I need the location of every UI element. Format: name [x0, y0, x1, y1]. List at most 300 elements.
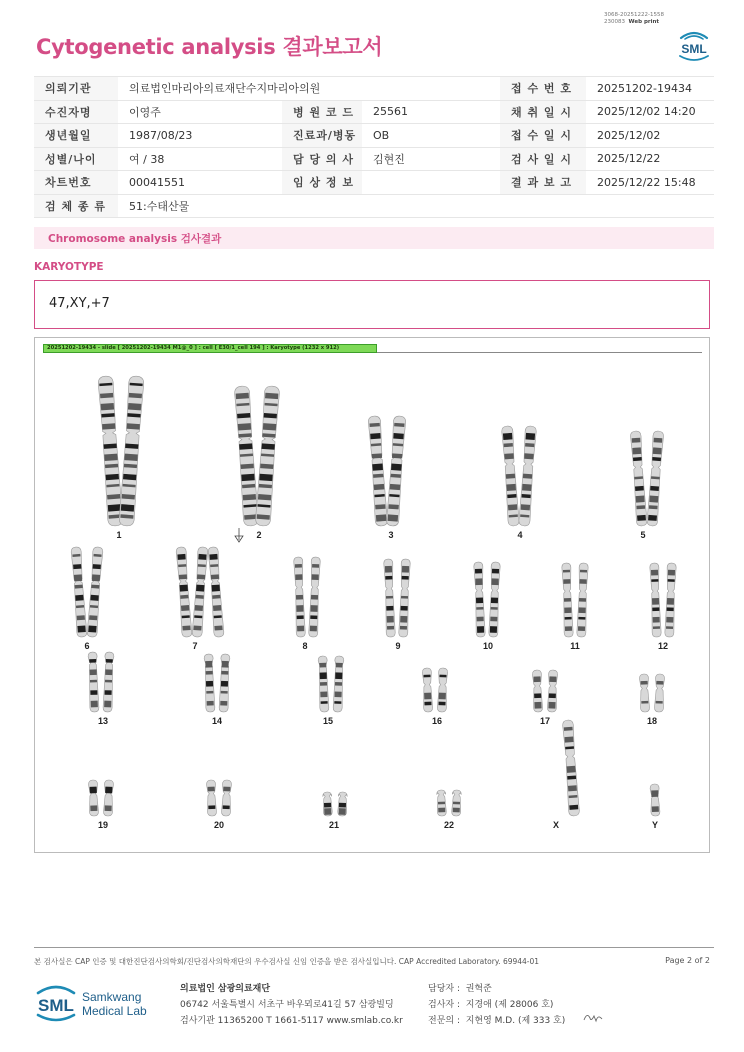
chromosome-band: [567, 766, 576, 773]
chromosome-band: [549, 693, 556, 698]
chromosome-band: [438, 702, 445, 706]
chromosome-band: [88, 625, 96, 632]
chromosome-number-label: 6: [84, 641, 90, 651]
lab-contact: 검사기관 11365200 T 1661-5117 www.smlab.co.kr: [180, 1016, 403, 1026]
chromosome-band: [321, 701, 328, 704]
chromosome-band: [635, 486, 644, 491]
chromosome-band: [257, 514, 270, 519]
chromosome: [519, 426, 537, 527]
chromosome-band: [372, 464, 383, 471]
page-number: Page 2 of 2: [665, 956, 710, 965]
chromosome-band: [649, 505, 658, 509]
label-sex-age: 성별/나이: [34, 147, 118, 171]
value-specimen-type: 51:수태산물: [118, 194, 714, 218]
chromosome-number-label: 16: [431, 716, 443, 726]
chromosome: [647, 431, 664, 527]
chromosome-band: [295, 564, 302, 568]
chromosome-band: [105, 680, 112, 683]
chromosome-band: [632, 438, 641, 443]
chromosome-band: [320, 672, 327, 679]
karyogram-image: [34, 337, 710, 853]
lab-address: 06742 서울특별시 서초구 바우뫼로41길 57 삼광빌딩: [180, 1000, 394, 1010]
value-result-report: 2025/12/22 15:48: [586, 171, 714, 195]
chromosome-band: [390, 484, 401, 490]
label-physician: 담 당 의 사: [282, 147, 362, 171]
chromosome-band: [90, 787, 97, 794]
lab-name: 의료법인 삼광의료재단: [180, 984, 271, 994]
chromosome: [219, 654, 230, 712]
chromosome-band: [506, 474, 515, 479]
report-code: [604, 12, 664, 26]
chromosome-number-label: 8: [302, 641, 308, 651]
chromosome-band: [651, 579, 658, 582]
chromosome-band: [181, 605, 189, 611]
chromosome-number-label: 3: [388, 530, 394, 540]
chromosome: [665, 563, 677, 637]
chromosome-band: [91, 701, 98, 708]
chromosome-band: [650, 486, 659, 491]
chromosome-band: [477, 626, 484, 633]
chromosome-band: [221, 671, 228, 675]
chromosome-band: [648, 515, 657, 521]
chromosome-number-label: 21: [328, 820, 340, 830]
value-accession-number: 20251202-19434: [586, 77, 714, 101]
chromosome-band: [237, 413, 250, 418]
chromosome-band: [296, 595, 303, 600]
chromosome-band: [206, 691, 213, 694]
chromosome-band: [651, 570, 658, 576]
chromosome: [384, 559, 396, 637]
chromosome-band: [214, 625, 222, 630]
chromosome: [204, 654, 215, 712]
chromosome-band: [238, 423, 251, 430]
chromosome-band: [507, 494, 516, 498]
chromosome-band: [223, 805, 230, 809]
chromosome-band: [180, 595, 188, 599]
accreditation-note: 본 검사실은 CAP 인증 및 대한진단검사의학회/진단검사의학재단의 우수검사실 신임 인증을 받은 검사실입니다. CAP Accredited Laboratory. 69944-01: [34, 957, 540, 966]
chromosome-band: [89, 615, 97, 620]
chromosome-number-label: X: [552, 820, 560, 830]
chromosome-band: [579, 598, 586, 602]
info-row: [34, 194, 714, 218]
chromosome-number-label: 9: [395, 641, 401, 651]
info-row: [34, 77, 714, 101]
chromosome-band: [423, 675, 430, 678]
chromosome-band: [213, 605, 221, 611]
label-specimen-type: 검 체 종 류: [34, 194, 118, 218]
chromosome-band: [206, 671, 213, 675]
chromosome-band: [508, 504, 517, 510]
chromosome: [309, 557, 321, 637]
chromosome-band: [401, 596, 408, 599]
chromosome-band: [335, 672, 342, 679]
chromosome-band: [177, 554, 185, 560]
chromosome-band: [522, 484, 532, 491]
chromosome: [98, 376, 123, 527]
label-accession-number: 접 수 번 호: [500, 77, 586, 101]
chromosome-band: [339, 803, 346, 808]
chromosome-band: [654, 438, 663, 443]
value-physician: 김현진: [362, 147, 500, 171]
chromosome-band: [104, 701, 111, 708]
chromosome-band: [533, 676, 540, 682]
chromosome-band: [393, 433, 404, 439]
chromosome: [192, 547, 208, 637]
chromosome-band: [392, 453, 403, 458]
chromosome-band: [193, 625, 201, 630]
chromosome: [437, 668, 448, 712]
chromosome-band: [652, 457, 661, 461]
chromosome-band: [324, 808, 331, 815]
chromosome-band: [336, 663, 343, 668]
staff-role: 전문의 :: [428, 1016, 460, 1026]
chromosome-band: [490, 617, 497, 622]
chromosome-band: [223, 787, 230, 792]
chromosome-band: [656, 681, 663, 685]
karyotype-value: 47,XY,+7: [49, 296, 110, 311]
chromosome-number-label: 13: [97, 716, 109, 726]
chromosome-band: [394, 423, 404, 427]
logo-bottom-line2: Medical Lab: [82, 1004, 147, 1018]
chromosome-band: [92, 574, 100, 581]
chromosome-band: [653, 617, 660, 623]
chromosome-band: [209, 554, 217, 560]
value-receipt-date: 2025/12/02: [586, 124, 714, 148]
chromosome-band: [73, 564, 81, 569]
chromosome-band: [320, 692, 327, 698]
chromosome-band: [563, 579, 570, 584]
chromosome: [562, 720, 579, 817]
chromosome-band: [105, 669, 112, 675]
chromosome-band: [295, 574, 302, 580]
chromosome-band: [107, 494, 120, 499]
chromosome-band: [180, 585, 188, 592]
chromosome: [452, 790, 462, 816]
info-row: [34, 124, 714, 148]
chromosome-band: [89, 659, 96, 663]
chromosome-band: [196, 595, 204, 599]
chromosome-band: [503, 433, 513, 440]
chromosome-band: [320, 682, 327, 686]
chromosome-band: [197, 574, 205, 579]
chromosome-band: [385, 566, 392, 573]
chromosome-band: [77, 615, 85, 620]
chromosome-band: [475, 569, 482, 574]
chromosome: [323, 792, 333, 816]
chromosome-band: [221, 681, 228, 687]
info-row: [34, 147, 714, 171]
chromosome: [255, 386, 280, 527]
staff-name: 지경애 (제 28006 호): [465, 1000, 554, 1010]
chromosome-band: [101, 403, 114, 410]
value-collection-datetime: 2025/12/02 14:20: [586, 100, 714, 124]
chromosome-number-label: 7: [192, 641, 198, 651]
value-clinical-info: [362, 171, 500, 195]
staff-info: [428, 981, 565, 1029]
chromosome-band: [339, 808, 346, 815]
chromosome: [294, 557, 306, 637]
chromosome-band: [388, 504, 399, 509]
value-hospital-code: 25561: [362, 100, 500, 124]
chromosome-band: [579, 607, 586, 613]
chromosome-band: [386, 606, 393, 611]
chromosome: [119, 376, 144, 527]
chromosome-band: [385, 576, 392, 580]
chromosome: [386, 416, 406, 527]
label-department: 진료과/병동: [282, 124, 362, 148]
chromosome-band: [563, 570, 570, 573]
chromosome: [221, 780, 231, 816]
label-birth-date: 생년월일: [34, 124, 118, 148]
chromosome-band: [312, 564, 319, 568]
chromosome-band: [220, 701, 227, 706]
karyotype-label: KARYOTYPE: [34, 261, 104, 273]
chromosome-band: [504, 453, 513, 459]
chromosome-number-label: 20: [213, 820, 225, 830]
chromosome-band: [93, 564, 101, 569]
chromosome-band: [649, 496, 658, 503]
chromosome-band: [196, 585, 204, 592]
value-birth-date: 1987/08/23: [118, 124, 282, 148]
chromosome-band: [297, 615, 304, 619]
chromosome-band: [335, 682, 342, 686]
chromosome-band: [370, 433, 381, 439]
chromosome-band: [208, 787, 215, 792]
logo-text: SML: [681, 42, 707, 56]
chromosome-band: [651, 790, 658, 797]
chromosome: [399, 559, 411, 637]
chromosome-band: [534, 702, 541, 709]
staff-name: 권혁준: [465, 984, 492, 994]
info-row: [34, 100, 714, 124]
chromosome-band: [439, 675, 446, 678]
chromosome-band: [534, 693, 541, 698]
chromosome-band: [548, 702, 555, 709]
label-requesting-institution: 의뢰기관: [34, 77, 118, 101]
chromosome-band: [453, 808, 460, 813]
chromosome-band: [491, 597, 498, 603]
chromosome-number-label: 22: [443, 820, 455, 830]
chromosome-band: [401, 606, 408, 611]
label-collection-datetime: 채 취 일 시: [500, 100, 586, 124]
footer-divider: [34, 947, 714, 948]
label-clinical-info: 임 상 정 보: [282, 171, 362, 195]
chromosome-band: [633, 457, 642, 461]
chromosome-band: [198, 554, 206, 560]
chromosome-band: [490, 626, 497, 633]
chromosome-band: [105, 805, 112, 811]
value-sex-age: 여 / 38: [118, 147, 282, 171]
chromosome: [501, 426, 519, 527]
chromosome-band: [239, 443, 252, 449]
chromosome-band: [564, 727, 573, 731]
chromosome-band: [212, 595, 220, 599]
label-chart-number: 차트번호: [34, 171, 118, 195]
chromosome-band: [121, 504, 134, 511]
staff-name: 지현영 M.D. (제 333 호): [465, 1016, 566, 1026]
chromosome-number-label: 1: [116, 530, 122, 540]
info-row: [34, 171, 714, 195]
chromosome-number-label: 17: [539, 716, 551, 726]
chromosome-band: [402, 576, 409, 580]
chromosome: [368, 416, 388, 527]
chromosome-number-label: 4: [517, 530, 523, 540]
web-print-label: Web print: [628, 19, 660, 25]
chromosome-band: [90, 690, 97, 695]
logo-bottom-line1: Samkwang: [82, 990, 142, 1004]
staff-role: 담당자 :: [428, 984, 460, 994]
label-test-date: 검 사 일 시: [500, 147, 586, 171]
chromosome-band: [477, 617, 484, 622]
chromosome-band: [369, 423, 379, 427]
chromosome-band: [386, 596, 393, 599]
chromosome: [318, 656, 329, 712]
chromosome-band: [312, 574, 319, 580]
chromosome-band: [402, 566, 409, 573]
chromosome-band: [666, 626, 673, 629]
chromosome-band: [212, 585, 220, 592]
chromosome: [650, 784, 660, 816]
chromosome-band: [104, 454, 117, 461]
value-chart-number: 00041551: [118, 171, 282, 195]
chromosome-band: [565, 617, 572, 620]
chromosome-band: [319, 663, 326, 668]
chromosome-band: [90, 805, 97, 811]
chromosome-band: [243, 494, 256, 500]
chromosome-band: [567, 776, 576, 780]
report-code-number: 230083: [604, 19, 625, 25]
chromosome-band: [504, 443, 513, 447]
chromosome-band: [564, 736, 573, 742]
chromosome-band: [656, 701, 663, 704]
chromosome-band: [334, 701, 341, 704]
chromosome-band: [492, 569, 499, 574]
chromosome-band: [521, 494, 530, 498]
chromosome-band: [261, 443, 274, 449]
chromosome-band: [75, 595, 83, 601]
chromosome: [474, 562, 486, 637]
chromosome-band: [124, 454, 137, 461]
chromosome: [103, 780, 113, 816]
chromosome: [437, 790, 447, 816]
chromosome-band: [241, 464, 254, 469]
chromosome-band: [324, 803, 331, 808]
patient-info-table: [34, 76, 714, 218]
chromosome-band: [652, 806, 659, 812]
chromosome: [422, 668, 433, 712]
chromosome-band: [636, 496, 645, 503]
chromosome-band: [492, 578, 499, 585]
chromosome-band: [387, 626, 394, 630]
chromosome-band: [75, 585, 83, 589]
chromosome-band: [241, 474, 254, 481]
chromosome-band: [438, 808, 445, 813]
chromosome-band: [526, 433, 536, 440]
chromosome: [577, 563, 589, 637]
karyogram-svg: [35, 338, 711, 854]
value-test-date: 2025/12/22: [586, 147, 714, 171]
chromosome-band: [310, 615, 317, 619]
chromosome-number-label: Y: [651, 820, 659, 830]
chromosome-band: [91, 585, 99, 589]
chromosome-band: [476, 597, 483, 603]
label-receipt-date: 접 수 일 시: [500, 124, 586, 148]
chromosome-band: [668, 570, 675, 576]
sml-logo-icon: [674, 26, 714, 64]
chromosome-band: [653, 626, 660, 629]
chromosome-band: [179, 574, 187, 579]
chromosome-set: [71, 376, 676, 817]
chromosome-band: [195, 605, 203, 611]
chromosome-band: [400, 626, 407, 630]
chromosome-band: [207, 701, 214, 706]
chromosome-band: [578, 626, 585, 631]
chromosome-band: [391, 464, 402, 471]
chromosome-band: [578, 617, 585, 620]
chromosome-band: [668, 579, 675, 582]
chromosome-band: [211, 574, 219, 579]
chromosome-band: [475, 578, 482, 585]
chromosome-band: [568, 785, 577, 791]
chromosome-band: [221, 691, 228, 694]
chromosome-number-label: 19: [97, 820, 109, 830]
chromosome-band: [652, 598, 659, 605]
chromosome: [103, 652, 114, 712]
chromosome-band: [127, 423, 140, 429]
chromosome-band: [335, 692, 342, 698]
signature-image: [582, 1010, 604, 1024]
chromosome-band: [569, 805, 578, 810]
chromosome-band: [105, 787, 112, 794]
section-title: Chromosome analysis 검사결과: [48, 233, 222, 245]
chromosome-band: [372, 453, 383, 458]
chromosome-band: [222, 661, 229, 668]
chromosome: [176, 547, 192, 637]
chromosome-band: [580, 579, 587, 584]
chromosome-band: [641, 701, 648, 704]
chromosome-band: [259, 474, 272, 481]
chromosome-band: [491, 607, 498, 610]
chromosome-band: [376, 514, 387, 521]
arrow-marker-icon: [235, 528, 243, 542]
chromosome-band: [373, 474, 383, 478]
chromosome-band: [438, 802, 445, 805]
chromosome: [338, 792, 348, 816]
chromosome: [630, 431, 647, 527]
chromosome-band: [264, 413, 277, 418]
chromosome-band: [182, 625, 190, 630]
chromosome-band: [236, 393, 249, 399]
chromosome-band: [652, 607, 659, 611]
chromosome-band: [400, 616, 407, 623]
chromosome-band: [297, 626, 304, 632]
logo-bottom-abbr: SML: [38, 996, 74, 1015]
chromosome-band: [129, 393, 142, 398]
chromosome: [208, 547, 224, 637]
section-header: [34, 227, 714, 249]
chromosome-band: [667, 598, 674, 605]
chromosome-band: [104, 443, 117, 448]
chromosome-number-label: 15: [322, 716, 334, 726]
chromosome-band: [125, 443, 138, 448]
chromosome-band: [90, 680, 97, 683]
chromosome: [562, 563, 574, 637]
value-patient-name: 이영주: [118, 100, 282, 124]
chromosome-number-label: 12: [657, 641, 669, 651]
value-department: OB: [362, 124, 500, 148]
chromosome-band: [310, 626, 317, 632]
chromosome-band: [523, 474, 532, 479]
